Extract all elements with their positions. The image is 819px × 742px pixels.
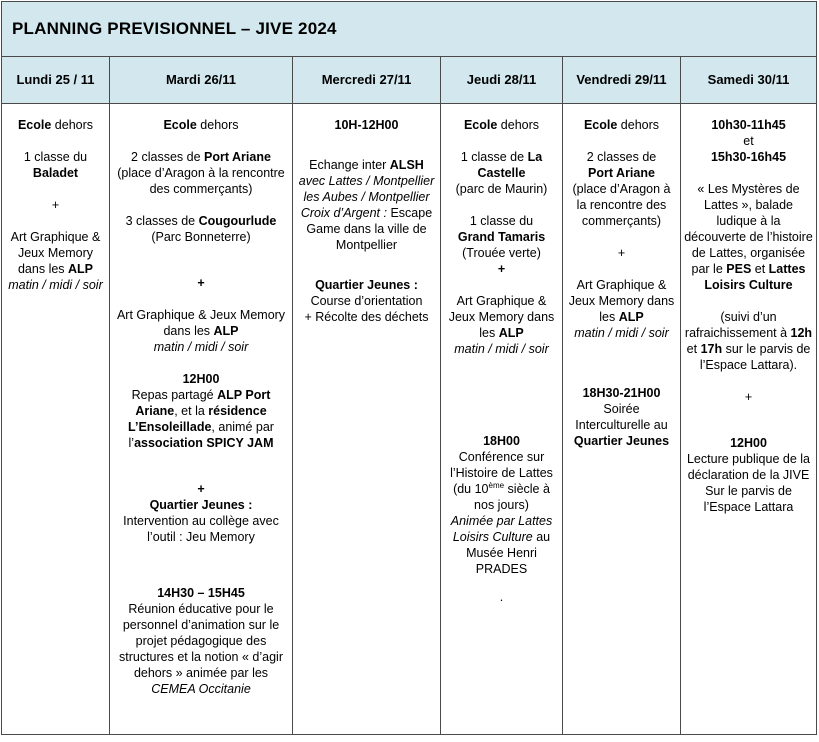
tue-port-ariane: 2 classes de Port Ariane (place d’Aragon à la rencontre des commerçants) bbox=[117, 150, 285, 196]
sat-time-3: 12H00 bbox=[730, 436, 767, 450]
thu-animee: Animée par Lattes Loisirs Culture au Musée Henri PRADES bbox=[450, 514, 553, 576]
thu-grand-tamaris: 1 classe du Grand Tamaris (Trouée verte) bbox=[457, 214, 546, 260]
wednesday-column bbox=[293, 104, 441, 735]
sat-parvis: Sur le parvis de l’Espace Lattara bbox=[703, 484, 794, 514]
page-title: PLANNING PREVISIONNEL – JIVE 2024 bbox=[12, 19, 337, 38]
mon-classe-baladet: 1 classe du Baladet bbox=[23, 150, 88, 180]
tue-intervention: Intervention au collège avec l’outil : Jeu Memory bbox=[123, 514, 279, 544]
day-label: Lundi 25 / 11 bbox=[16, 72, 95, 87]
wed-course: Course d’orientation bbox=[310, 294, 423, 308]
header-saturday bbox=[681, 57, 817, 104]
tue-ecole-dehors: Ecole dehors bbox=[163, 118, 239, 132]
mon-art-graphique: Art Graphique & Jeux Memory dans les ALP matin / midi / soir bbox=[8, 230, 103, 292]
body-row bbox=[2, 104, 817, 735]
day-label: Mercredi 27/11 bbox=[321, 72, 412, 87]
thursday-column bbox=[441, 104, 563, 735]
thu-art-graphique: Art Graphique & Jeux Memory dans les ALP matin / midi / soir bbox=[448, 294, 555, 356]
day-label: Jeudi 28/11 bbox=[466, 72, 537, 87]
wed-echange: Echange inter ALSH avec Lattes / Montpellier les Aubes / Montpellier Croix d’Argent : Escape Game dans la ville de Montpellier bbox=[298, 158, 435, 252]
fri-quartier-jeunes: Quartier Jeunes bbox=[573, 434, 670, 448]
tue-plus-2: + bbox=[197, 482, 205, 496]
fri-plus: + bbox=[617, 246, 626, 260]
fri-port-ariane: 2 classes de Port Ariane (place d’Aragon à la rencontre des commerçants) bbox=[572, 150, 671, 228]
planning-table bbox=[1, 1, 817, 735]
tuesday-column bbox=[110, 104, 293, 735]
wed-recolte: + Récolte des déchets bbox=[304, 310, 429, 324]
tue-reunion: Réunion éducative pour le personnel d’animation sur le projet pédagogique des structures et la notion « d’agir dehors » animée par les CEMEA Occitanie bbox=[119, 602, 283, 696]
wed-time: 10H-12H00 bbox=[334, 118, 399, 132]
thu-plus: + bbox=[497, 262, 506, 276]
sat-time-2: 15h30-16h45 bbox=[710, 150, 787, 164]
wed-quartier-jeunes: Quartier Jeunes : bbox=[315, 278, 418, 292]
sat-time-1: 10h30-11h45 bbox=[711, 118, 786, 132]
fri-time: 18H30-21H00 bbox=[582, 386, 661, 400]
header-wednesday bbox=[293, 57, 441, 104]
day-label: Vendredi 29/11 bbox=[576, 72, 667, 87]
thu-time: 18H00 bbox=[483, 434, 520, 448]
title-cell bbox=[2, 2, 817, 57]
day-label: Mardi 26/11 bbox=[165, 72, 237, 87]
sat-lecture: Lecture publique de la déclaration de la JIVE bbox=[686, 452, 810, 482]
sat-suivi: (suivi d’un rafraichissement à 12h et 17h sur le parvis de l’Espace Lattara). bbox=[684, 310, 813, 372]
fri-art-graphique: Art Graphique & Jeux Memory dans les ALP matin / midi / soir bbox=[568, 278, 675, 340]
mon-plus: + bbox=[51, 198, 60, 212]
fri-ecole-dehors: Ecole dehors bbox=[583, 118, 660, 132]
tue-quartier-jeunes: Quartier Jeunes : bbox=[149, 498, 253, 512]
sat-mysteres: « Les Mystères de Lattes », balade ludique à la découverte de l’histoire de Lattes, organisée par le PES et Lattes Loisirs Culture bbox=[684, 182, 813, 292]
header-row bbox=[2, 57, 817, 104]
friday-column bbox=[563, 104, 681, 735]
day-label: Samedi 30/11 bbox=[707, 72, 790, 87]
header-thursday bbox=[441, 57, 563, 104]
tue-cougourlude: 3 classes de Cougourlude (Parc Bonneterre) bbox=[125, 214, 277, 244]
header-tuesday bbox=[110, 57, 293, 104]
tue-time-1430: 14H30 – 15H45 bbox=[157, 586, 245, 600]
monday-column bbox=[2, 104, 110, 735]
header-friday bbox=[563, 57, 681, 104]
header-monday bbox=[2, 57, 110, 104]
tue-repas: Repas partagé ALP Port Ariane, et la résidence L’Ensoleillade, animé par l’association SPICY JAM bbox=[128, 388, 274, 450]
tue-plus-1: + bbox=[197, 276, 205, 290]
thu-ecole-dehors: Ecole dehors bbox=[463, 118, 540, 132]
saturday-column bbox=[681, 104, 817, 735]
thu-dot: . bbox=[499, 590, 504, 604]
fri-soiree: Soirée Interculturelle au bbox=[575, 402, 668, 432]
sat-et: et bbox=[743, 134, 754, 148]
sat-plus: + bbox=[744, 390, 753, 404]
tue-art-graphique: Art Graphique & Jeux Memory dans les ALP matin / midi / soir bbox=[116, 308, 286, 354]
thu-conference: Conférence sur l’Histoire de Lattes (du 10ème siècle à nos jours) bbox=[450, 450, 553, 512]
thu-la-castelle: 1 classe de La Castelle (parc de Maurin) bbox=[455, 150, 548, 196]
mon-ecole-dehors: Ecole dehors bbox=[17, 118, 94, 132]
tue-time-1200: 12H00 bbox=[182, 372, 220, 386]
